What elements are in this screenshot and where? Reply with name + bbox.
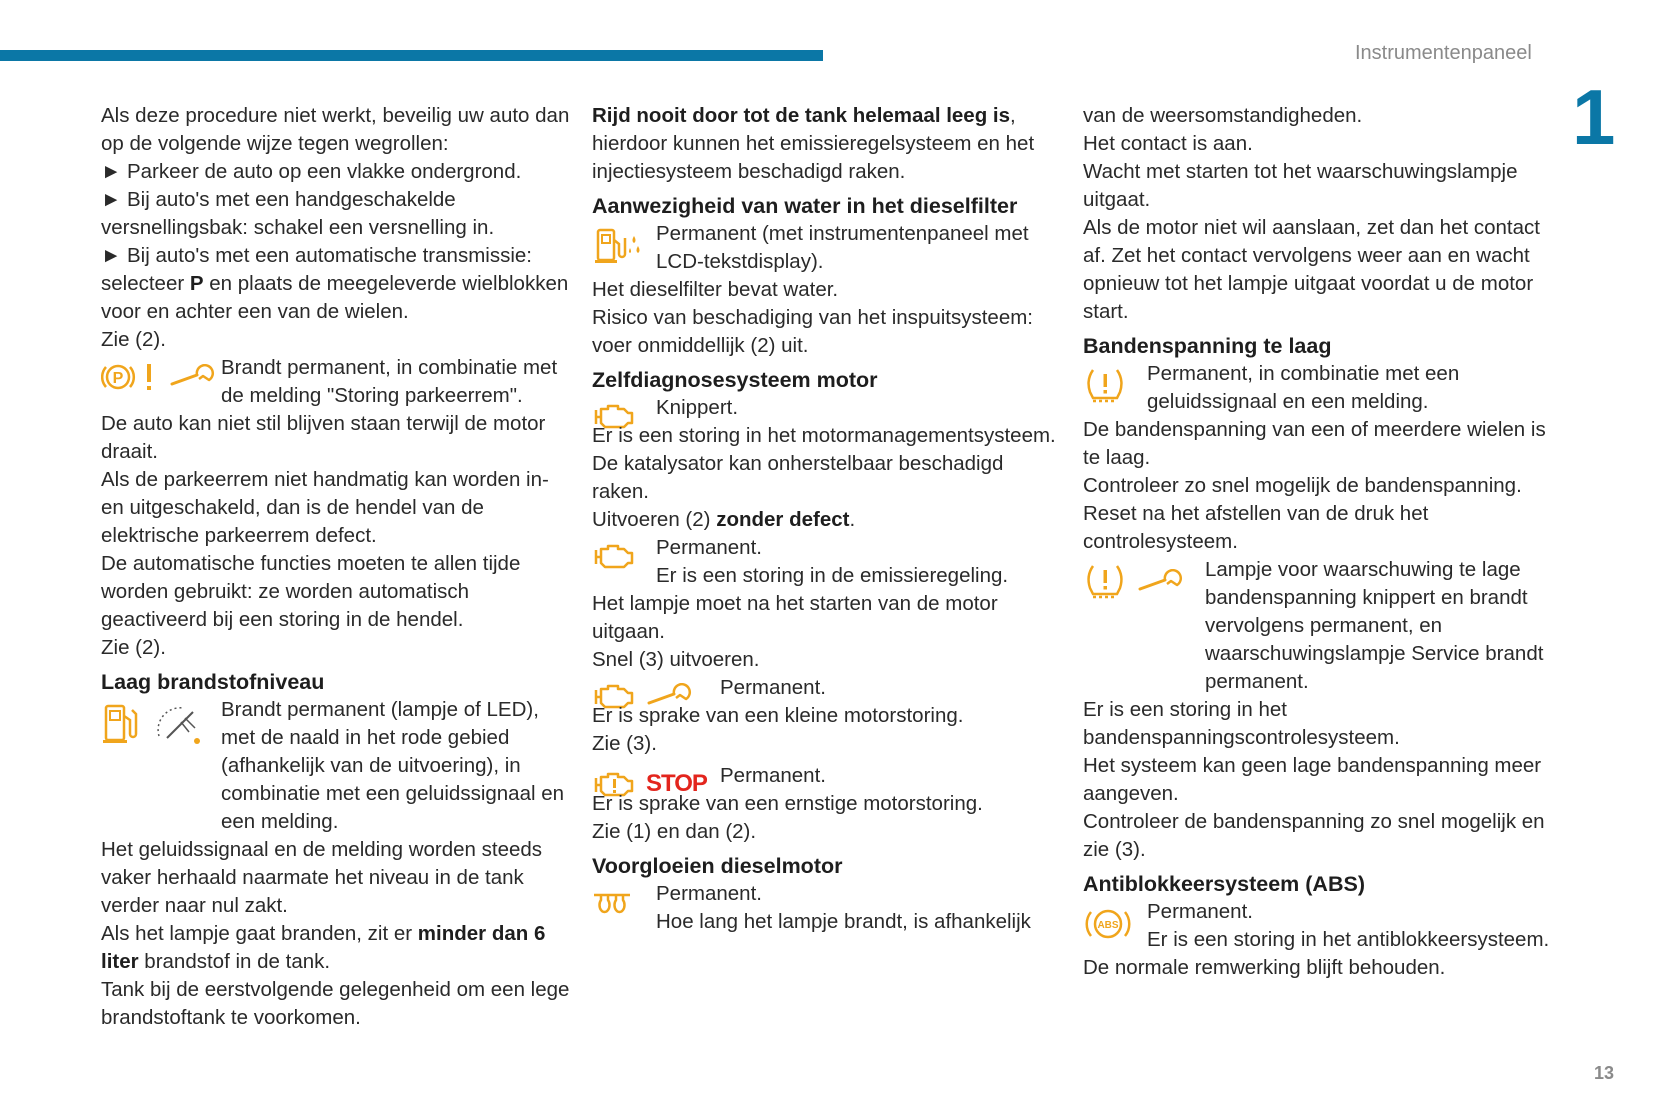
page-header-title: Instrumentenpaneel [1355, 42, 1532, 64]
chapter-number: 1 [1572, 73, 1616, 161]
parking-brake-warning-icon [101, 360, 159, 394]
fuel-pump-icon [101, 702, 141, 746]
engine-major-fault-warning [592, 758, 1062, 818]
page-number: 13 [1594, 1063, 1615, 1083]
paragraph: Het dieselfilter bevat water. [592, 278, 839, 301]
section-heading: Voorgloeien dieselmotor [592, 854, 843, 878]
paragraph: Er is een storing in het bandenspanningscontrolesysteem. [1083, 698, 1400, 749]
wrench-service-icon [169, 364, 215, 390]
reference: Zie (3). [592, 732, 657, 755]
abs-icon [1083, 904, 1133, 944]
engine-minor-fault-warning [592, 674, 1062, 730]
stop-icon: STOP [646, 770, 707, 797]
water-in-fuel-icon [592, 226, 644, 266]
warning-description: Er is een storing in het antiblokkeersysteem. [1147, 928, 1550, 951]
warning-description: Permanent. [720, 764, 826, 787]
paragraph: Risico van beschadiging van het inspuitsysteem: voer onmiddellijk (2) uit. [592, 306, 1033, 357]
tyre-pressure-icon [1083, 562, 1127, 602]
bullet-item: ► Bij auto's met een handgeschakelde versnellingsbak: schakel een versnelling in. [101, 188, 495, 239]
section-heading: Laag brandstofniveau [101, 670, 325, 694]
fuel-gauge-icon [151, 702, 207, 746]
warning-description: Hoe lang het lampje brandt, is afhankelijk [656, 910, 1031, 933]
warning-description: Knippert. [656, 396, 739, 419]
warning-description: Permanent (met instrumentenpaneel met LCD-tekstdisplay). [656, 222, 1029, 273]
section-heading: Aanwezigheid van water in het dieselfilter [592, 194, 1018, 218]
paragraph: Als de parkeerrem niet handmatig kan worden in- en uitgeschakeld, dan is de hendel van de elektrische parkeerrem defect. [101, 468, 549, 547]
paragraph: Als deze procedure niet werkt, beveilig uw auto dan op de volgende wijze tegen wegrollen: [101, 104, 570, 155]
tyre-pressure-icon [1083, 366, 1127, 406]
section-heading: Antiblokkeersysteem (ABS) [1083, 872, 1365, 896]
paragraph: De katalysator kan onherstelbaar beschadigd raken. [592, 452, 1004, 503]
paragraph: van de weersomstandigheden. [1083, 104, 1363, 127]
paragraph: Reset na het afstellen van de druk het controlesysteem. [1083, 502, 1429, 553]
engine-check-icon [592, 540, 636, 572]
paragraph: Het geluidssignaal en de melding worden steeds vaker herhaald naarmate het niveau in de tank verder naar nul zakt. [101, 838, 543, 917]
bullet-item: ► Parkeer de auto op een vlakke ondergrond. [101, 160, 522, 183]
paragraph: Snel (3) uitvoeren. [592, 648, 760, 671]
glow-plug-warning [592, 880, 1062, 936]
paragraph: Het lampje moet na het starten van de motor uitgaan. [592, 592, 998, 643]
glow-plug-icon [592, 886, 632, 916]
header-accent-bar [0, 50, 823, 61]
svg-text:P: P [112, 370, 124, 387]
warning-description: Lampje voor waarschuwing te lage bandenspanning knippert en brandt vervolgens permanent, en waarschuwingslampje Service brandt permanent. [1205, 558, 1544, 693]
reference: Zie (1) en dan (2). [592, 820, 757, 843]
abs-warning [1083, 898, 1553, 954]
paragraph: Controleer de bandenspanning zo snel mogelijk en zie (3). [1083, 810, 1545, 861]
column-2 [592, 102, 1062, 936]
section-heading: Zelfdiagnosesysteem motor [592, 368, 878, 392]
warning-description: Brandt permanent (lampje of LED), met de naald in het rode gebied (afhankelijk van de uitvoering), in combinatie met een geluidssignaal en een melding. [221, 698, 565, 833]
reference: Zie (2). [101, 636, 166, 659]
paragraph: De bandenspanning van een of meerdere wielen is te laag. [1083, 418, 1546, 469]
warning-description: Permanent. [1147, 900, 1253, 923]
paragraph: Rijd nooit door tot de tank helemaal leeg is, hierdoor kunnen het emissieregelsysteem en het injectiesysteem beschadigd raken. [592, 104, 1035, 183]
column-3 [1083, 102, 1553, 982]
paragraph: De auto kan niet stil blijven staan terwijl de motor draait. [101, 412, 546, 463]
paragraph: Als het lampje gaat branden, zit er minder dan 6 liter brandstof in de tank. [101, 922, 546, 973]
paragraph: Als de motor niet wil aanslaan, zet dan het contact af. Zet het contact vervolgens weer aan en wacht opnieuw tot het lampje uitgaat voordat u de motor start. [1083, 216, 1540, 323]
parking-brake-warning [101, 354, 571, 410]
warning-description: Permanent. [656, 882, 762, 905]
warning-description: Permanent. [720, 676, 826, 699]
svg-text:ABS: ABS [1097, 920, 1119, 931]
paragraph: De automatische functies moeten te allen tijde worden gebruikt: ze worden automatisch geactiveerd bij een storing in de hendel. [101, 552, 521, 631]
warning-description: Er is een storing in het motormanagementsysteem. [592, 424, 1056, 447]
paragraph: Het contact is aan. [1083, 132, 1253, 155]
wrench-service-icon [1137, 569, 1183, 595]
paragraph: Tank bij de eerstvolgende gelegenheid om een lege brandstoftank te voorkomen. [101, 978, 570, 1029]
section-heading: Bandenspanning te laag [1083, 334, 1332, 358]
tyre-system-fault-warning [1083, 556, 1553, 696]
warning-description: Er is sprake van een ernstige motorstoring. [592, 792, 983, 815]
warning-description: Er is een storing in de emissieregeling. [656, 564, 1009, 587]
water-in-diesel-warning [592, 220, 1062, 276]
paragraph: Het systeem kan geen lage bandenspanning meer aangeven. [1083, 754, 1542, 805]
low-tyre-pressure-warning [1083, 360, 1553, 416]
reference: Zie (2). [101, 328, 166, 351]
engine-permanent-warning [592, 534, 1062, 590]
warning-description: Permanent, in combinatie met een geluidssignaal en een melding. [1147, 362, 1460, 413]
column-1 [101, 102, 571, 1032]
bullet-item: ► Bij auto's met een automatische transmissie: selecteer P en plaats de meegeleverde wielblokken voor en achter een van de wielen. [101, 244, 569, 323]
paragraph: De normale remwerking blijft behouden. [1083, 956, 1446, 979]
paragraph: Wacht met starten tot het waarschuwingslampje uitgaat. [1083, 160, 1518, 211]
warning-description: Brandt permanent, in combinatie met de melding "Storing parkeerrem". [221, 356, 558, 407]
engine-blink-warning [592, 394, 1062, 450]
low-fuel-warning [101, 696, 571, 836]
paragraph: Controleer zo snel mogelijk de bandenspanning. [1083, 474, 1522, 497]
warning-description: Er is sprake van een kleine motorstoring. [592, 704, 964, 727]
paragraph: Uitvoeren (2) zonder defect. [592, 508, 856, 531]
warning-description: Permanent. [656, 536, 762, 559]
